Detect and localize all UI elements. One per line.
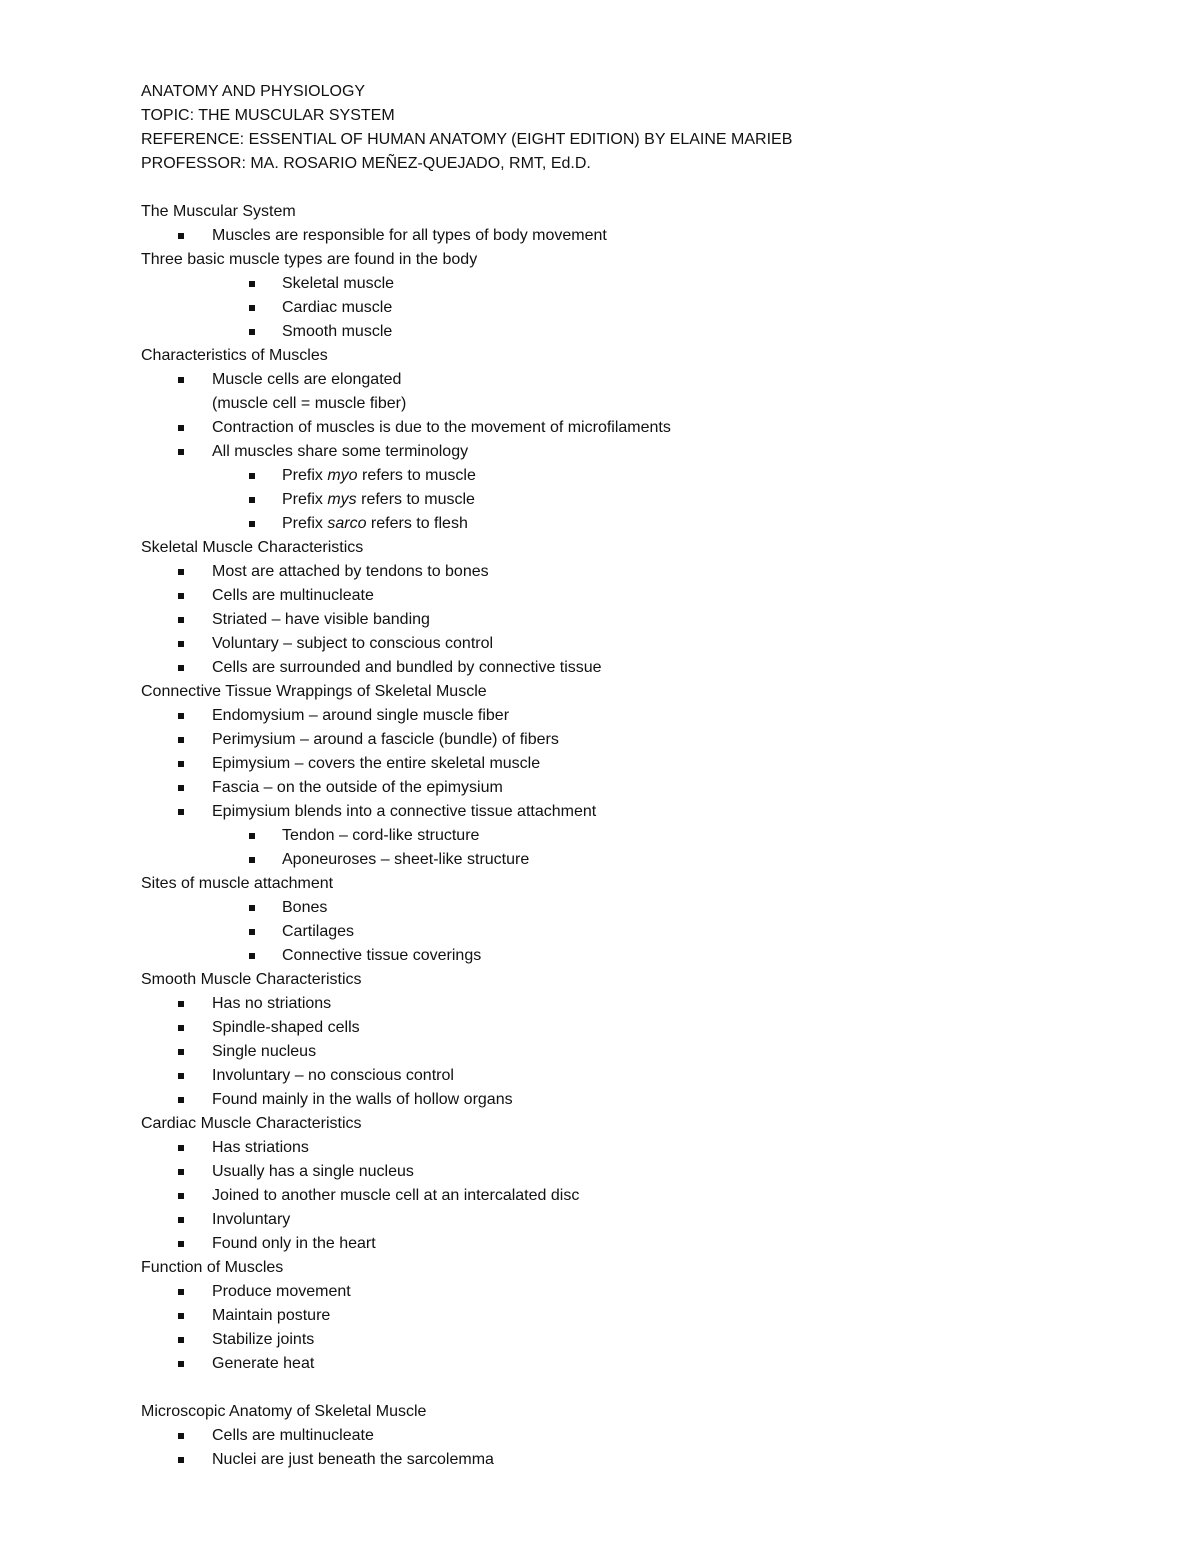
square-bullet-icon	[178, 785, 184, 791]
list-item: Epimysium – covers the entire skeletal muscle	[141, 752, 1121, 776]
section-heading: Three basic muscle types are found in the body	[141, 251, 478, 268]
course-title: ANATOMY AND PHYSIOLOGY	[141, 83, 366, 100]
square-bullet-icon	[178, 1097, 184, 1103]
square-bullet-icon	[178, 1433, 184, 1439]
square-bullet-icon	[178, 1169, 184, 1175]
spacer	[141, 176, 1121, 200]
list-item: Has no striations	[141, 992, 1121, 1016]
list-item: All muscles share some terminology	[141, 440, 1121, 464]
list-item: Smooth muscle	[141, 320, 1121, 344]
list-item: Stabilize joints	[141, 1328, 1121, 1352]
list-item: Generate heat	[141, 1352, 1121, 1376]
square-bullet-icon	[178, 1049, 184, 1055]
list-item: Found only in the heart	[141, 1232, 1121, 1256]
square-bullet-icon	[249, 497, 255, 503]
square-bullet-icon	[178, 1289, 184, 1295]
list-item: Produce movement	[141, 1280, 1121, 1304]
square-bullet-icon	[178, 233, 184, 239]
square-bullet-icon	[178, 1193, 184, 1199]
list-item: Cells are surrounded and bundled by connective tissue	[141, 656, 1121, 680]
square-bullet-icon	[178, 713, 184, 719]
square-bullet-icon	[178, 1457, 184, 1463]
section-heading: Characteristics of Muscles	[141, 347, 328, 364]
square-bullet-icon	[249, 833, 255, 839]
square-bullet-icon	[249, 305, 255, 311]
square-bullet-icon	[178, 593, 184, 599]
list-item: Muscles are responsible for all types of body movement	[141, 224, 1121, 248]
square-bullet-icon	[249, 473, 255, 479]
list-item: Prefix myo refers to muscle	[141, 464, 1121, 488]
square-bullet-icon	[178, 665, 184, 671]
spacer	[141, 1376, 1121, 1400]
list-item: Cartilages	[141, 920, 1121, 944]
list-item: Usually has a single nucleus	[141, 1160, 1121, 1184]
square-bullet-icon	[178, 761, 184, 767]
list-item: Cells are multinucleate	[141, 584, 1121, 608]
list-item-continuation: (muscle cell = muscle fiber)	[212, 395, 407, 412]
list-item: Maintain posture	[141, 1304, 1121, 1328]
list-item: Striated – have visible banding	[141, 608, 1121, 632]
section-heading: Sites of muscle attachment	[141, 875, 334, 892]
list-item: Contraction of muscles is due to the movement of microfilaments	[141, 416, 1121, 440]
square-bullet-icon	[249, 857, 255, 863]
square-bullet-icon	[178, 1361, 184, 1367]
list-item: Found mainly in the walls of hollow organs	[141, 1088, 1121, 1112]
square-bullet-icon	[178, 569, 184, 575]
square-bullet-icon	[249, 329, 255, 335]
list-item: Has striations	[141, 1136, 1121, 1160]
list-item: Joined to another muscle cell at an intercalated disc	[141, 1184, 1121, 1208]
square-bullet-icon	[178, 1217, 184, 1223]
section-heading: Skeletal Muscle Characteristics	[141, 539, 364, 556]
square-bullet-icon	[178, 737, 184, 743]
list-item: Prefix mys refers to muscle	[141, 488, 1121, 512]
square-bullet-icon	[178, 377, 184, 383]
document-page	[141, 80, 1121, 1472]
list-item: Tendon – cord-like structure	[141, 824, 1121, 848]
list-item: Involuntary	[141, 1208, 1121, 1232]
square-bullet-icon	[178, 449, 184, 455]
square-bullet-icon	[178, 1337, 184, 1343]
list-item: Perimysium – around a fascicle (bundle) of fibers	[141, 728, 1121, 752]
list-item: Cells are multinucleate	[141, 1424, 1121, 1448]
list-item: Muscle cells are elongated	[141, 368, 1121, 392]
square-bullet-icon	[178, 1241, 184, 1247]
reference-line: REFERENCE: ESSENTIAL OF HUMAN ANATOMY (EIGHT EDITION) BY ELAINE MARIEB	[141, 131, 793, 148]
square-bullet-icon	[249, 929, 255, 935]
square-bullet-icon	[178, 425, 184, 431]
list-item: Bones	[141, 896, 1121, 920]
section-heading: Smooth Muscle Characteristics	[141, 971, 362, 988]
section-heading: Function of Muscles	[141, 1259, 284, 1276]
list-item: Spindle-shaped cells	[141, 1016, 1121, 1040]
list-item: Involuntary – no conscious control	[141, 1064, 1121, 1088]
professor-line: PROFESSOR: MA. ROSARIO MEÑEZ-QUEJADO, RMT, Ed.D.	[141, 155, 591, 172]
list-item: Cardiac muscle	[141, 296, 1121, 320]
section-heading: Microscopic Anatomy of Skeletal Muscle	[141, 1403, 427, 1420]
list-item: Aponeuroses – sheet-like structure	[141, 848, 1121, 872]
square-bullet-icon	[249, 905, 255, 911]
section-heading: Cardiac Muscle Characteristics	[141, 1115, 362, 1132]
square-bullet-icon	[249, 953, 255, 959]
square-bullet-icon	[178, 1313, 184, 1319]
list-item: Single nucleus	[141, 1040, 1121, 1064]
list-item: Epimysium blends into a connective tissue attachment	[141, 800, 1121, 824]
list-item: Voluntary – subject to conscious control	[141, 632, 1121, 656]
section-heading: Connective Tissue Wrappings of Skeletal Muscle	[141, 683, 487, 700]
list-item: Endomysium – around single muscle fiber	[141, 704, 1121, 728]
square-bullet-icon	[249, 281, 255, 287]
list-item: Skeletal muscle	[141, 272, 1121, 296]
topic-line: TOPIC: THE MUSCULAR SYSTEM	[141, 107, 395, 124]
square-bullet-icon	[178, 617, 184, 623]
square-bullet-icon	[178, 641, 184, 647]
square-bullet-icon	[249, 521, 255, 527]
square-bullet-icon	[178, 1001, 184, 1007]
square-bullet-icon	[178, 1145, 184, 1151]
list-item: Prefix sarco refers to flesh	[141, 512, 1121, 536]
square-bullet-icon	[178, 1073, 184, 1079]
list-item: Most are attached by tendons to bones	[141, 560, 1121, 584]
list-item: Connective tissue coverings	[141, 944, 1121, 968]
square-bullet-icon	[178, 1025, 184, 1031]
list-item: Nuclei are just beneath the sarcolemma	[141, 1448, 1121, 1472]
square-bullet-icon	[178, 809, 184, 815]
section-heading: The Muscular System	[141, 203, 296, 220]
list-item: Fascia – on the outside of the epimysium	[141, 776, 1121, 800]
